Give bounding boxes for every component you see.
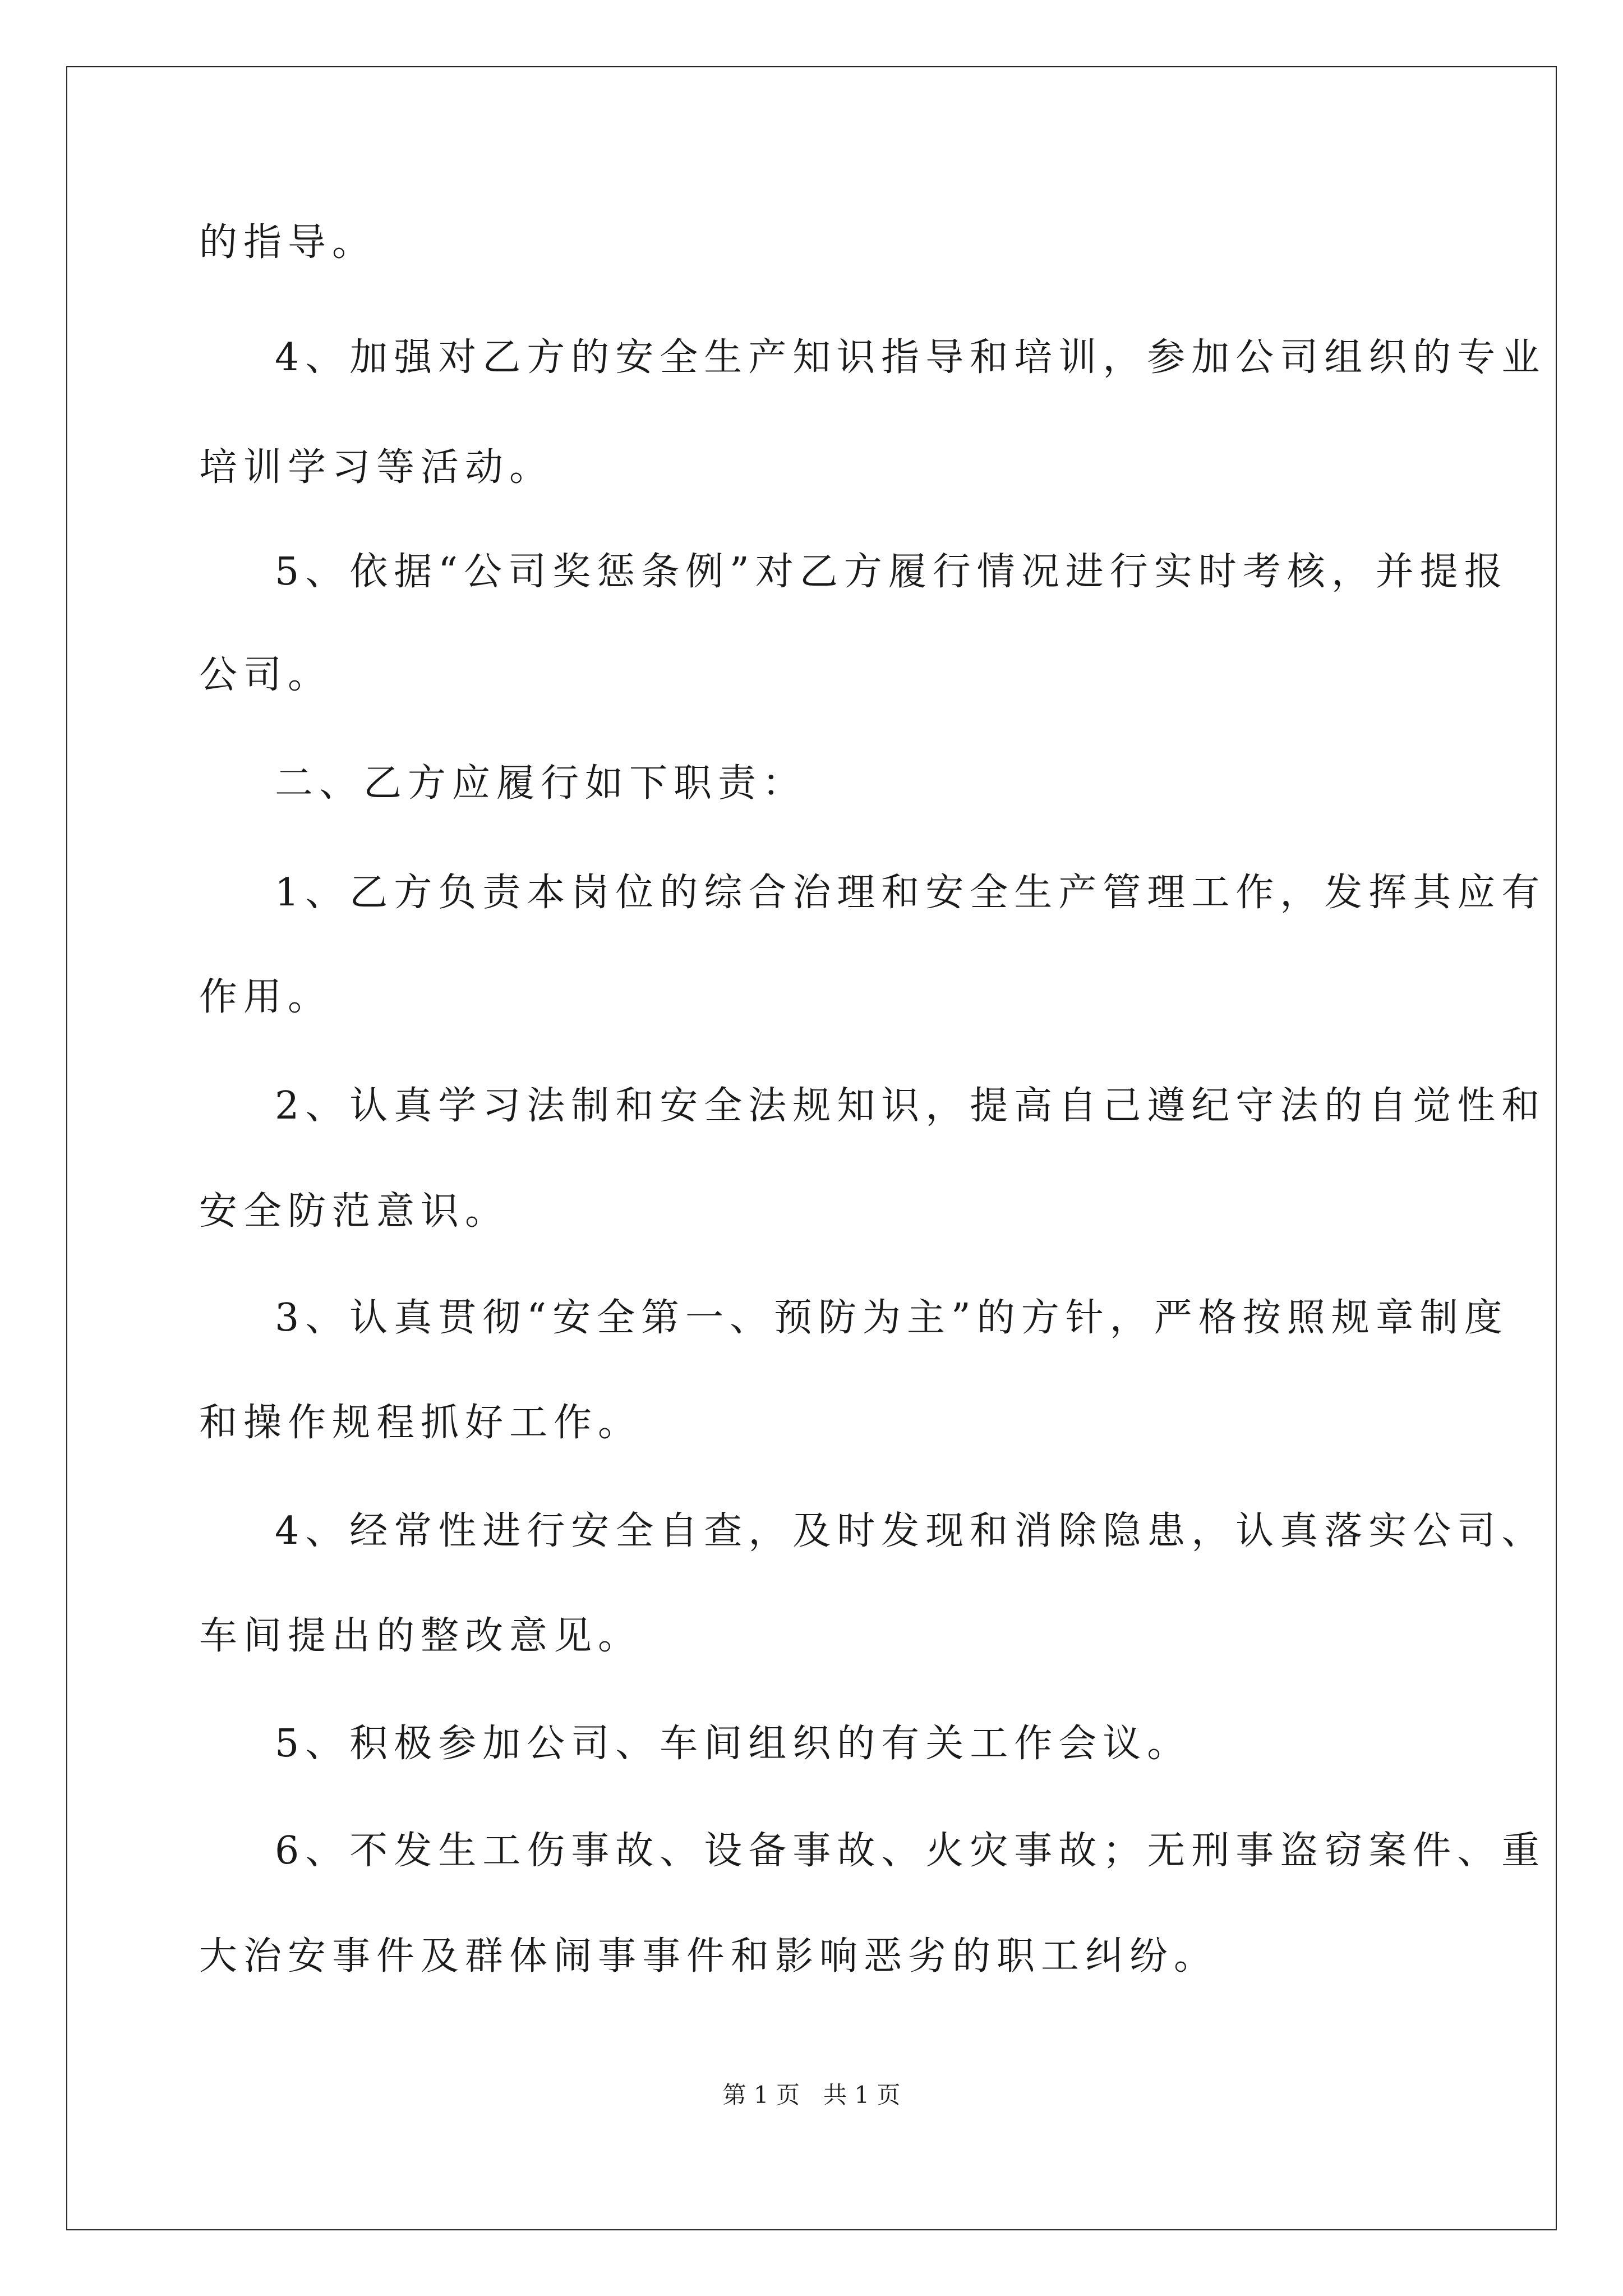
text-line: 5、积极参加公司、车间组织的有关工作会议。 [275, 1722, 1192, 1766]
text-line: 培训学习等活动。 [199, 445, 554, 490]
page-number-footer: 第 1 页 共 1 页 [722, 2081, 901, 2109]
text-line: 5、依据“公司奖惩条例”对乙方履行情况进行实时考核，并提报 [275, 550, 1509, 594]
section-heading: 二、乙方应履行如下职责： [275, 761, 807, 806]
text-line: 安全防范意识。 [199, 1189, 510, 1234]
text-line: 大治安事件及群体闹事事件和影响恶劣的职工纠纷。 [199, 1934, 1219, 1978]
text-line: 作用。 [199, 975, 333, 1019]
text-line: 4、经常性进行安全自查，及时发现和消除隐患，认真落实公司、 [275, 1509, 1546, 1553]
text-line: 1、乙方负责本岗位的综合治理和安全生产管理工作，发挥其应有 [275, 871, 1546, 915]
text-line: 4、加强对乙方的安全生产知识指导和培训，参加公司组织的专业 [275, 335, 1546, 380]
text-line: 的指导。 [199, 220, 377, 265]
text-line: 车间提出的整改意见。 [199, 1614, 643, 1658]
text-line: 2、认真学习法制和安全法规知识，提高自己遵纪守法的自觉性和 [275, 1084, 1546, 1128]
text-line: 公司。 [199, 653, 333, 697]
text-line: 3、认真贯彻“安全第一、预防为主”的方针，严格按照规章制度 [275, 1296, 1509, 1340]
text-line: 6、不发生工伤事故、设备事故、火灾事故；无刑事盗窃案件、重 [275, 1829, 1546, 1873]
text-line: 和操作规程抓好工作。 [199, 1401, 643, 1445]
